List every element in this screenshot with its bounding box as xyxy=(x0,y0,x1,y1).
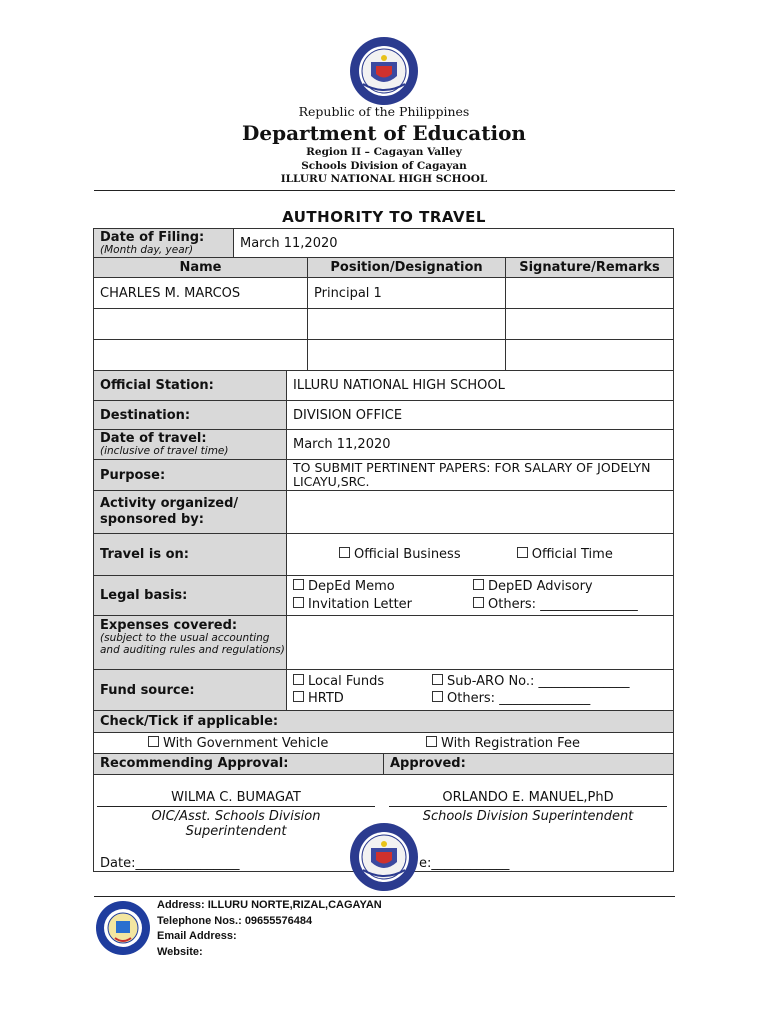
registration-fee-checkbox[interactable]: With Registration Fee xyxy=(426,736,580,751)
expenses-value[interactable] xyxy=(287,616,674,670)
row1-position[interactable]: Principal 1 xyxy=(308,278,506,309)
checkbox-icon xyxy=(339,547,350,558)
government-vehicle-checkbox[interactable]: With Government Vehicle xyxy=(148,736,426,751)
checkbox-icon xyxy=(148,736,159,747)
expenses-label: Expenses covered: (subject to the usual accounting and auditing rules and regulations) xyxy=(94,616,287,670)
legal-basis-label: Legal basis: xyxy=(94,576,287,616)
date-left-field[interactable]: Date:________________ xyxy=(100,856,240,871)
approved-signatory xyxy=(389,790,667,824)
activity-label: Activity organized/ sponsored by: xyxy=(94,491,287,534)
row2-name[interactable] xyxy=(94,309,308,340)
row3-signature[interactable] xyxy=(506,340,674,371)
row3-position[interactable] xyxy=(308,340,506,371)
checkbox-icon xyxy=(426,736,437,747)
col-signature-header: Signature/Remarks xyxy=(506,258,674,278)
recommending-signatory xyxy=(97,790,375,839)
date-of-travel-value[interactable]: March 11,2020 xyxy=(287,430,674,460)
destination-value[interactable]: DIVISION OFFICE xyxy=(287,401,674,430)
row2-signature[interactable] xyxy=(506,309,674,340)
footer-info xyxy=(157,898,382,960)
row2-position[interactable] xyxy=(308,309,506,340)
fund-source-label: Fund source: xyxy=(94,670,287,711)
footer-email: Email Address: xyxy=(157,930,237,942)
col-name-header: Name xyxy=(94,258,308,278)
checkbox-icon xyxy=(517,547,528,558)
local-funds-checkbox[interactable]: Local Funds xyxy=(293,673,432,690)
school-text: ILLURU NATIONAL HIGH SCHOOL xyxy=(280,173,488,185)
deped-advisory-checkbox[interactable]: DepED Advisory xyxy=(473,579,593,594)
approved-label: Approved: xyxy=(384,754,673,774)
check-tick-options xyxy=(94,733,674,754)
names-table xyxy=(93,228,674,371)
date-of-travel-label: Date of travel: (inclusive of travel time) xyxy=(94,430,287,460)
legal-basis-options xyxy=(287,576,674,616)
date-of-filing-label: Date of Filing: (Month day, year) xyxy=(94,229,234,258)
purpose-value[interactable]: TO SUBMIT PERTINENT PAPERS: FOR SALARY OF JODELYN LICAYU,SRC. xyxy=(287,460,674,491)
date-right-field[interactable]: e:____________ xyxy=(419,856,510,871)
checkbox-icon xyxy=(432,674,443,685)
footer-address: Address: ILLURU NORTE,RIZAL,CAGAYAN xyxy=(157,899,382,911)
checkbox-icon xyxy=(293,674,304,685)
deped-seal-logo xyxy=(349,822,419,892)
invitation-letter-checkbox[interactable]: Invitation Letter xyxy=(293,596,473,614)
activity-value[interactable] xyxy=(287,491,674,534)
deped-memo-checkbox[interactable]: DepEd Memo xyxy=(293,578,473,596)
row1-signature[interactable] xyxy=(506,278,674,309)
official-time-checkbox[interactable]: Official Time xyxy=(517,547,613,562)
col-position-header: Position/Designation xyxy=(308,258,506,278)
recommending-approval-label: Recommending Approval: xyxy=(94,754,384,774)
row3-name[interactable] xyxy=(94,340,308,371)
date-of-filing-value[interactable]: March 11,2020 xyxy=(234,229,674,258)
destination-label: Destination: xyxy=(94,401,287,430)
department-title: Department of Education xyxy=(242,121,526,145)
header-divider xyxy=(94,190,675,191)
recommending-title: OIC/Asst. Schools Division Superintendent xyxy=(151,809,321,839)
approved-name: ORLANDO E. MANUEL,PhD xyxy=(389,790,667,807)
hrtd-checkbox[interactable]: HRTD xyxy=(293,690,432,707)
checkbox-icon xyxy=(293,579,304,590)
school-logo xyxy=(95,900,151,956)
footer-divider xyxy=(94,896,675,897)
official-station-value[interactable]: ILLURU NATIONAL HIGH SCHOOL xyxy=(287,371,674,401)
travel-on-options xyxy=(287,534,674,576)
checkbox-icon xyxy=(293,691,304,702)
approved-title: Schools Division Superintendent xyxy=(422,809,634,824)
sub-aro-checkbox[interactable]: Sub-ARO No.: ______________ xyxy=(432,674,630,689)
checkbox-icon xyxy=(293,597,304,608)
check-tick-label: Check/Tick if applicable: xyxy=(94,711,674,733)
checkbox-icon xyxy=(432,691,443,702)
form-title: AUTHORITY TO TRAVEL xyxy=(282,208,486,226)
footer-telephone: Telephone Nos.: 09655576484 xyxy=(157,914,313,927)
region-text: Region II – Cagayan Valley xyxy=(306,146,462,158)
deped-seal-logo xyxy=(349,36,419,106)
republic-text: Republic of the Philippines xyxy=(298,104,470,119)
official-station-label: Official Station: xyxy=(94,371,287,401)
checkbox-icon xyxy=(473,579,484,590)
official-business-checkbox[interactable]: Official Business xyxy=(339,547,461,562)
travel-on-label: Travel is on: xyxy=(94,534,287,576)
footer-website: Website: xyxy=(157,945,203,958)
fund-source-options xyxy=(287,670,674,711)
legal-others-checkbox[interactable]: Others: _______________ xyxy=(473,597,638,612)
division-text: Schools Division of Cagayan xyxy=(301,160,467,172)
purpose-label: Purpose: xyxy=(94,460,287,491)
fund-others-checkbox[interactable]: Others: ______________ xyxy=(432,691,590,706)
checkbox-icon xyxy=(473,597,484,608)
row1-name[interactable]: CHARLES M. MARCOS xyxy=(94,278,308,309)
recommending-name: WILMA C. BUMAGAT xyxy=(97,790,375,807)
